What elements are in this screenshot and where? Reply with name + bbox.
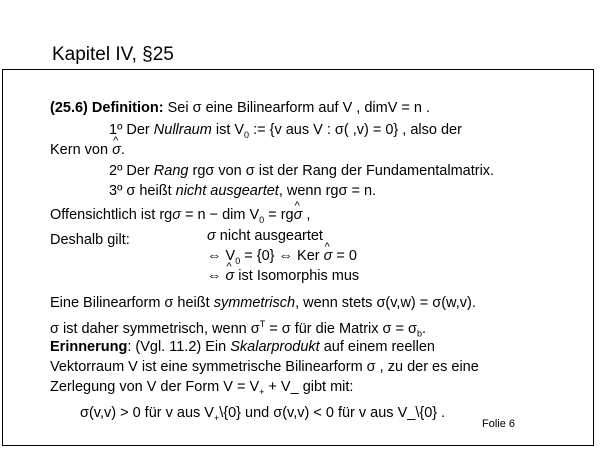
sign-condition-line: σ(v,v) > 0 für v aus $V_+\backslash\{0\}$ und σ(v,v) < 0 für v aus V_\{0} . — [80, 405, 446, 423]
equivalence-line-3: ⇔ ^ σ ist Isomorphis mus — [207, 267, 359, 285]
definition-line: (25.6) Definition: Sei σ eine Bilinearform auf V , dimV = n . — [50, 100, 431, 116]
deshalb-label: Deshalb gilt: — [50, 232, 130, 248]
offensichtlich-line: Offensichtlich ist rgσ = n − dim $V_0$ = rg^ σ , — [50, 206, 310, 229]
symmetrisch-line: Eine Bilinearform σ heißt symmetrisch, wenn stets σ(v,w) = σ(w,v). — [50, 295, 476, 311]
vektorraum-line: Vektorraum V ist eine symmetrische Bilinearform σ , zu der es eine — [50, 359, 479, 375]
matrix-line: σ ist daher symmetrisch, wenn $\sigma^T = \sigma$ für die Matrix $\sigma = \sigma_b$. — [50, 319, 426, 339]
slide-title: Kapitel IV, §25 — [52, 44, 174, 65]
rang-line: 2º Der Rang rgσ von σ ist der Rang der Fundamentalmatrix. — [109, 163, 495, 179]
slide-number: Folie 6 — [482, 418, 516, 430]
zerlegung-line: Zerlegung von V der Form $V = V_+$ + V_ gibt mit: — [50, 379, 354, 397]
kern-line: Kern von ^ σ. — [50, 141, 125, 159]
definition-heading: (25.6) Definition: — [50, 100, 164, 116]
nullraum-line: 1º Der Nullraum ist $V_0$ := {v aus V : σ( ,v) = 0} , also der — [109, 122, 462, 140]
equivalence-line-2: ⇔ $V_0 = \{0\}$ ⇔ Ker ^ σ = 0 — [207, 247, 357, 270]
erinnerung-line: Erinnerung: (Vgl. 11.2) Ein Skalarprodukt auf einem reellen — [50, 339, 435, 355]
nicht-ausgeartet-line: 3º σ heißt nicht ausgeartet, wenn rgσ = n. — [109, 183, 377, 199]
equivalence-line-1: σ nicht ausgeartet — [207, 228, 323, 244]
